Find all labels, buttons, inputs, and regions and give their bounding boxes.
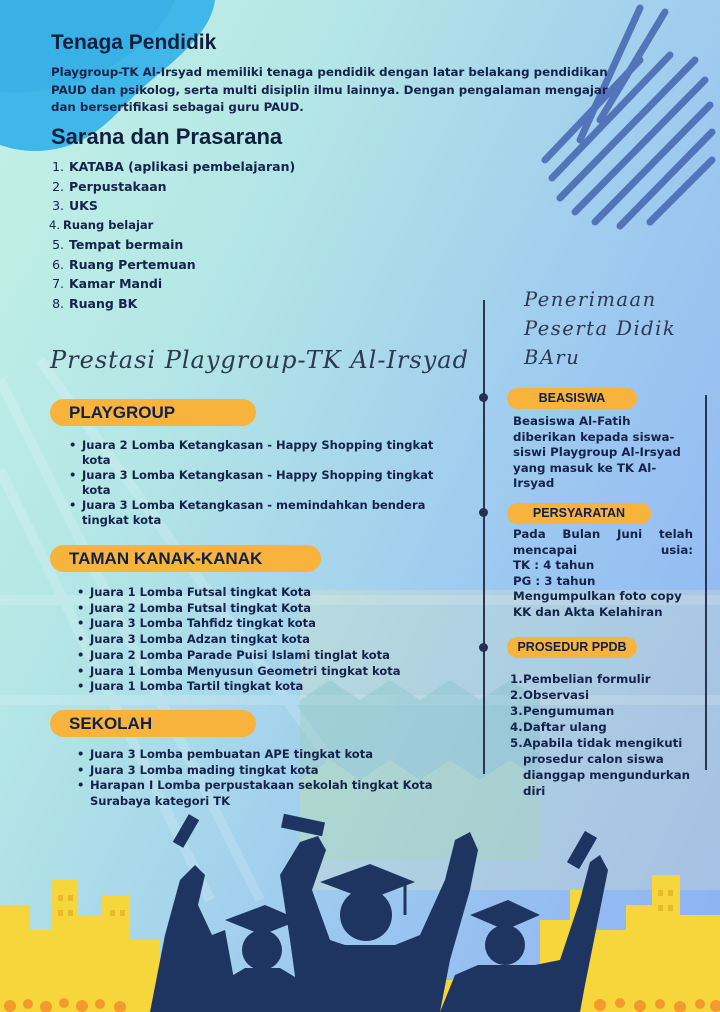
sekolah-pill: SEKOLAH <box>50 710 256 737</box>
ppdb-title-line: BAru <box>524 346 581 369</box>
tenaga-title: Tenaga Pendidik <box>51 31 217 54</box>
sarana-item: 7. Kamar Mandi <box>52 276 163 291</box>
list-item: • Harapan I Lomba perpustakaan sekolah tingkat Kota Surabaya kategori TK <box>80 778 450 809</box>
timeline-dot <box>479 393 488 402</box>
prestasi-title: Prestasi Playgroup-TK Al-Irsyad <box>50 346 469 374</box>
list-item: 3. Pengumuman <box>510 704 615 718</box>
list-item: • Juara 3 Lomba Adzan tingkat kota <box>80 632 460 648</box>
list-item: • Juara 2 Lomba Ketangkasan - Happy Shopping tingkat kota <box>72 438 452 468</box>
list-item: • Juara 3 Lomba Ketangkasan - memindahkan bendera tingkat kota <box>72 498 452 528</box>
list-item: • Juara 2 Lomba Parade Puisi Islami tinglat kota <box>80 648 460 664</box>
tk-list <box>80 585 460 695</box>
list-item: 4. Daftar ulang <box>510 720 607 734</box>
persyaratan-line: TK : 4 tahun <box>513 558 595 572</box>
sarana-item: 3. UKS <box>52 198 98 213</box>
ppdb-title <box>524 285 704 372</box>
list-item: • Juara 3 Lomba mading tingkat kota <box>80 763 450 779</box>
list-item: • Juara 1 Lomba Tartil tingkat kota <box>80 679 460 695</box>
beasiswa-pill: BEASISWA <box>507 388 637 409</box>
list-item: 1. Pembelian formulir <box>510 672 651 686</box>
tenaga-text: Playgroup-TK Al-Irsyad memiliki tenaga pendidik dengan latar belakang pendidikan PAUD dan psikolog, serta multi disiplin ilmu lainnya. Dengan pengalaman mengajar dan bersertifikasi sebagai guru PAUD. <box>51 65 608 114</box>
timeline-dot <box>479 508 488 517</box>
prosedur-list <box>510 671 695 799</box>
list-item: • Juara 3 Lomba Tahfidz tingkat kota <box>80 616 460 632</box>
list-item: • Juara 2 Lomba Futsal tingkat Kota <box>80 601 460 617</box>
timeline-line-right <box>705 395 707 770</box>
sarana-title: Sarana dan Prasarana <box>51 124 283 149</box>
list-item: • Juara 3 Lomba Ketangkasan - Happy Shopping tingkat kota <box>72 468 452 498</box>
sarana-list <box>48 157 295 313</box>
sekolah-list <box>80 747 450 809</box>
timeline-line <box>483 300 485 774</box>
list-item: • Juara 1 Lomba Menyusun Geometri tingkat kota <box>80 664 460 680</box>
list-item: 2. Observasi <box>510 688 590 702</box>
playgroup-pill: PLAYGROUP <box>50 399 256 426</box>
sarana-item: 5. Tempat bermain <box>52 237 184 252</box>
sarana-item: 8. Ruang BK <box>52 295 138 311</box>
sarana-item: 6. Ruang Pertemuan <box>52 256 196 272</box>
ppdb-title-line: Peserta Didik <box>524 317 677 340</box>
persyaratan-line: Mengumpulkan foto copy KK dan Akta Kelahiran <box>513 589 682 619</box>
sarana-item: 4. Ruang belajar <box>49 217 154 232</box>
ppdb-title-line: Penerimaan <box>524 288 657 311</box>
persyaratan-pill: PERSYARATAN <box>507 503 651 524</box>
list-item: • Juara 3 Lomba pembuatan APE tingkat kota <box>80 747 450 763</box>
list-item: • Juara 1 Lomba Futsal tingkat Kota <box>80 585 460 601</box>
tk-pill: TAMAN KANAK-KANAK <box>50 545 321 572</box>
playgroup-list <box>72 438 452 528</box>
sarana-item: 1. KATABA (aplikasi pembelajaran) <box>52 159 296 174</box>
persyaratan-text <box>513 527 693 620</box>
timeline-dot <box>479 643 488 652</box>
brush-strokes <box>545 8 712 226</box>
sarana-item: 2. Perpustakaan <box>52 178 167 194</box>
list-item: 5. Apabila tidak mengikuti prosedur calon siswa dianggap mengundurkan diri <box>510 736 691 798</box>
persyaratan-line: PG : 3 tahun <box>513 573 596 588</box>
persyaratan-line: Pada Bulan Juni telah mencapai usia: <box>513 527 693 557</box>
beasiswa-text: Beasiswa Al-Fatih diberikan kepada siswa-siswi Playgroup Al-Irsyad yang masuk ke TK Al-Irsyad <box>513 414 681 490</box>
prosedur-pill: PROSEDUR PPDB <box>507 637 637 658</box>
